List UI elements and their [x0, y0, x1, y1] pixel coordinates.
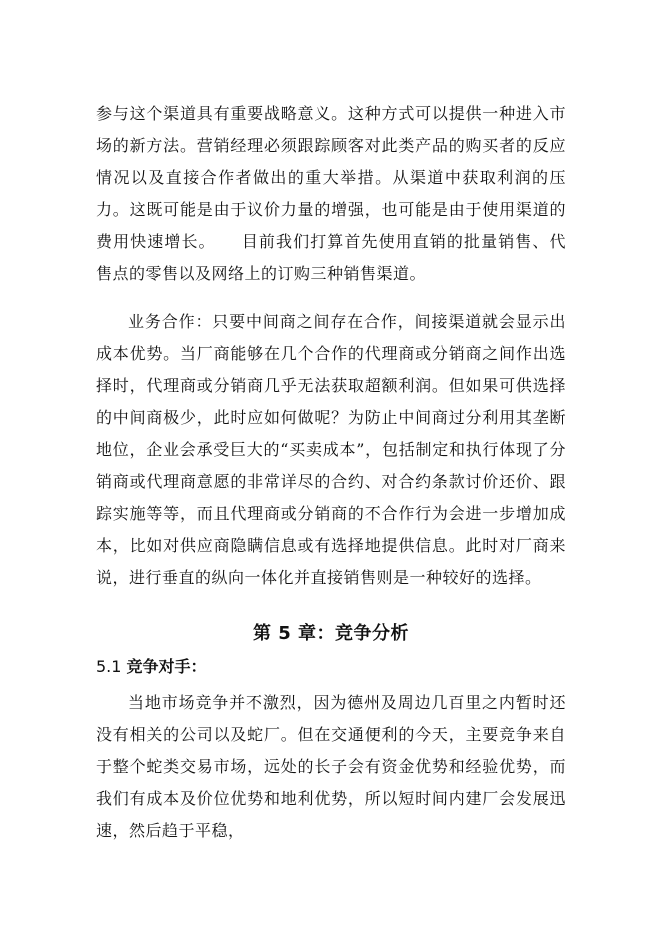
section-heading	[96, 651, 207, 683]
paragraph-business-cooperation	[96, 306, 566, 594]
section-number: 5.1	[96, 657, 122, 676]
paragraph-text: 参与这个渠道具有重要战略意义。这种方式可以提供一种进入市场的新方法。营销经理必须跟踪顾客对此类产品的购买者的反应情况以及直接合作者做出的重大举措。从渠道中获取利润的压力。这既可能是由于议价力量的增强，也可能是由于使用渠道的费用快速增长。 目前我们打算首先使用直销的批量销售、代售点的零售以及网络上的订购三种销售渠道。	[96, 104, 566, 283]
paragraph-text: 业务合作：只要中间商之间存在合作，间接渠道就会显示出成本优势。当厂商能够在几个合作的代理商或分销商之间作出选择时，代理商或分销商几乎无法获取超额利润。但如果可供选择的中间商极少，此时应如何做呢？为防止中间商过分利用其垄断地位，企业会承受巨大的“买卖成本”，包括制定和执行体现了分销商或代理商意愿的非常详尽的合约、对合约条款讨价还价、跟踪实施等等，而且代理商或分销商的不合作行为会进一步增加成本，比如对供应商隐瞒信息或有选择地提供信息。此时对厂商来说，进行垂直的纵向一体化并直接销售则是一种较好的选择。	[96, 312, 566, 587]
paragraph-channel-strategy	[96, 98, 566, 290]
paragraph-competition	[96, 687, 566, 847]
paragraph-text: 当地市场竞争并不激烈，因为德州及周边几百里之内暂时还没有相关的公司以及蛇厂。但在交通便利的今天，主要竞争来自于整个蛇类交易市场，远处的长子会有资金优势和经验优势，而我们有成本及价位优势和地利优势，所以短时间内建厂会发展迅速，然后趋于平稳，	[96, 693, 566, 840]
chapter-heading: 第 5 章：竞争分析	[252, 623, 410, 644]
section-title: 竞争对手：	[126, 657, 207, 676]
